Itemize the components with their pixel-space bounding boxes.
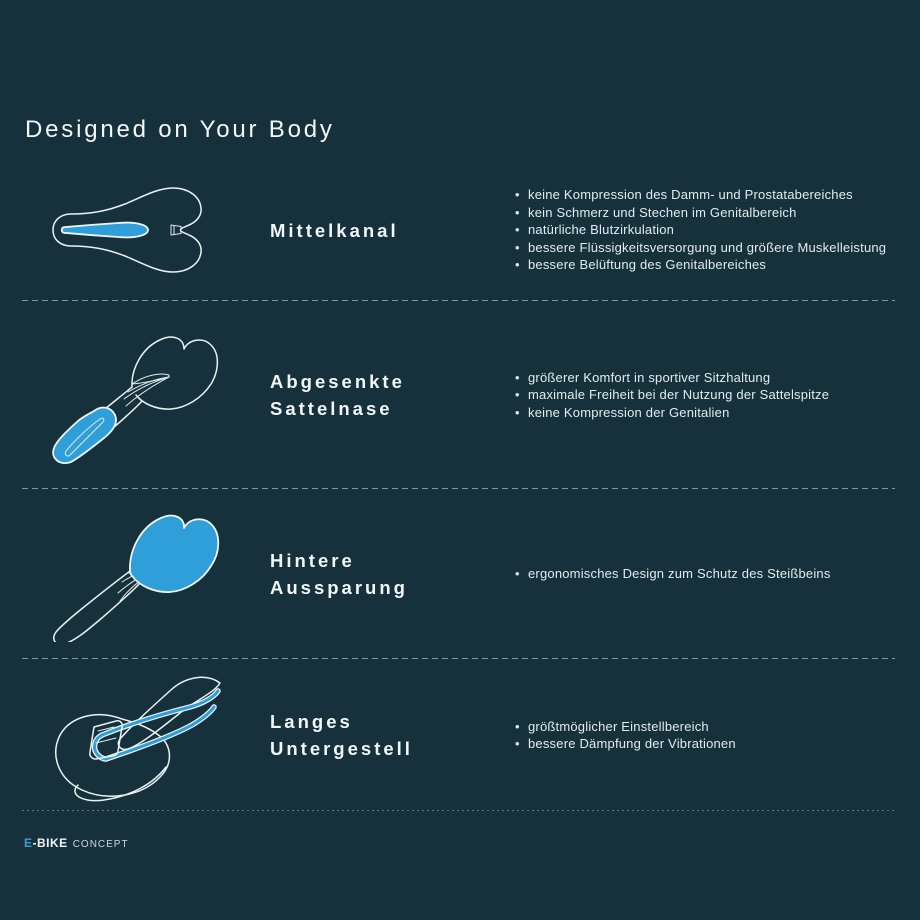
section-mittelkanal (0, 160, 920, 300)
brand-suffix: CONCEPT (72, 839, 129, 850)
bullet-item: • natürliche Blutzirkulation (515, 221, 900, 239)
bullet-list (510, 369, 920, 422)
brand-name: -BIKE (32, 836, 68, 850)
bullet-item: • bessere Dämpfung der Vibrationen (515, 735, 900, 753)
brand-logo (24, 836, 129, 850)
dashed-divider (22, 300, 895, 301)
bullet-item: • größerer Komfort in sportiver Sitzhaltung (515, 369, 900, 387)
bullet-item: • keine Kompression des Damm- und Prostatabereiches (515, 186, 900, 204)
bullet-item: • größtmöglicher Einstellbereich (515, 718, 900, 736)
bullet-item: • kein Schmerz und Stechen im Genitalbereich (515, 204, 900, 222)
bullet-item: • maximale Freiheit bei der Nutzung der Sattelspitze (515, 386, 900, 404)
saddle-underside-long-rails-icon (30, 665, 235, 805)
section-abgesenkte-sattelnase (0, 302, 920, 488)
section-heading: Abgesenkte Sattelnase (270, 371, 405, 419)
page-title: Designed on Your Body (25, 116, 335, 144)
bullet-list (510, 186, 920, 274)
bullet-item: • keine Kompression der Genitalien (515, 404, 900, 422)
bullet-list (510, 565, 920, 583)
brand-prefix: E (24, 836, 33, 850)
bullet-item: • ergonomisches Design zum Schutz des Steißbeins (515, 565, 900, 583)
dashed-divider (22, 488, 895, 489)
section-heading: Hintere Aussparung (270, 550, 408, 598)
saddle-perspective-lowered-nose-icon (30, 325, 235, 465)
dashed-divider (22, 658, 895, 659)
saddle-top-view-center-channel-icon (30, 180, 235, 280)
dotted-divider (22, 810, 895, 811)
bullet-item: • bessere Flüssigkeitsversorgung und größere Muskelleistung (515, 239, 900, 257)
bullet-list (510, 718, 920, 753)
section-langes-untergestell (0, 660, 920, 810)
section-heading: Mittelkanal (270, 219, 399, 241)
section-hintere-aussparung (0, 490, 920, 658)
bullet-item: • bessere Belüftung des Genitalbereiches (515, 256, 900, 274)
section-heading: Langes Untergestell (270, 711, 413, 759)
saddle-perspective-rear-cutout-icon (30, 507, 235, 642)
